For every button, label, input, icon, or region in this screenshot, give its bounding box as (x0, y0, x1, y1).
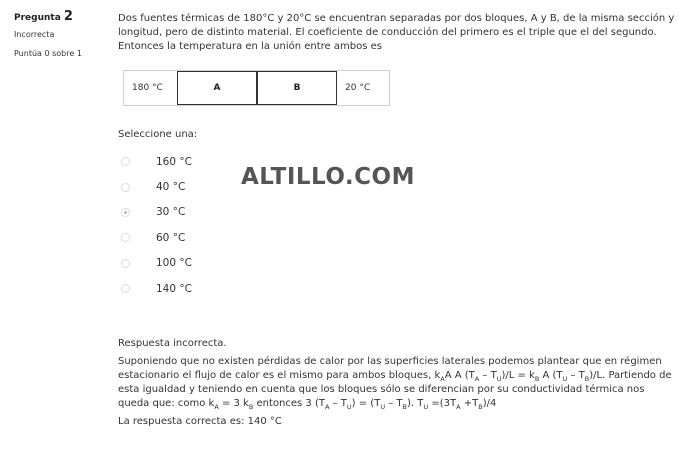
answer-options (121, 149, 192, 301)
question-number: Pregunta 2 (14, 9, 73, 24)
question-state: Incorrecta (14, 30, 55, 39)
option-label: 140 °C (156, 282, 192, 295)
option-label: 100 °C (156, 257, 192, 270)
radio-button[interactable] (121, 259, 130, 268)
question-grade: Puntúa 0 sobre 1 (14, 49, 82, 58)
option-label: 40 °C (156, 181, 186, 194)
block-a: A (177, 71, 257, 105)
radio-button[interactable] (121, 233, 130, 242)
feedback-status: Respuesta incorrecta. (118, 338, 227, 349)
radio-button[interactable] (121, 208, 130, 217)
option-label: 30 °C (156, 206, 186, 219)
radio-button[interactable] (121, 183, 130, 192)
answer-option[interactable] (121, 149, 192, 174)
question-info (14, 10, 104, 60)
question-text: Dos fuentes térmicas de 180°C y 20°C se encuentran separadas por dos bloques, A y B, de la misma sección y longitud, pero de distinto material. El coeficiente de conducción del primero es el triple que el del segundo. Entonces la temperatura en la unión entre ambos es (118, 13, 675, 52)
feedback-explanation: Suponiendo que no existen pérdidas de calor por las superficies laterales podemos plantear que en régimen estacionario el flujo de calor es el mismo para ambos bloques, $k_AA$ A $(T_A - T_U)/L = k_B$ A $(T_U - T_B)/L$. Partiendo de esta igualdad y teniendo en cuenta que los bloques sólo se diferencian por su conductividad térmica nos queda que: como $k_A = 3$ $k_B$ entonces 3 $(T_A - T_U) = (T_U - T_B)$. $T_U =(3T_A +T_B)/4$ (118, 356, 672, 411)
block-b: B (257, 71, 337, 105)
answer-option[interactable] (121, 225, 192, 250)
radio-button[interactable] (121, 157, 130, 166)
right-temperature: 20 °C (345, 83, 371, 93)
left-temperature: 180 °C (132, 83, 163, 93)
answer-option[interactable] (121, 251, 192, 276)
correct-answer: La respuesta correcta es: 140 °C (118, 416, 282, 427)
answer-option[interactable] (121, 200, 192, 225)
answer-option[interactable] (121, 174, 192, 199)
option-label: 60 °C (156, 231, 186, 244)
blocks-diagram (123, 70, 390, 106)
feedback (118, 337, 678, 429)
radio-button[interactable] (121, 284, 130, 293)
watermark: ALTILLO.COM (241, 164, 415, 190)
option-label: 160 °C (156, 155, 192, 168)
answer-option[interactable] (121, 276, 192, 301)
select-label: Seleccione una: (118, 129, 198, 140)
